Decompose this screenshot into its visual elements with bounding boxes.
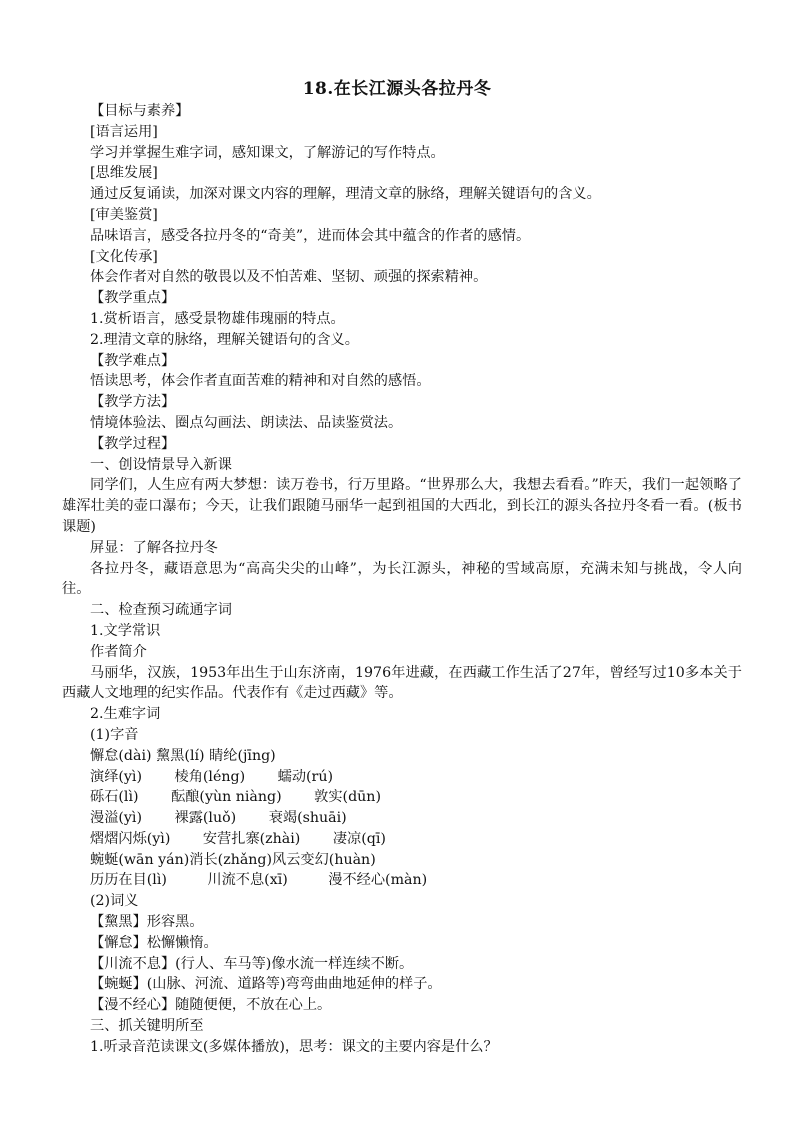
methods-text: 情境体验法、圈点勾画法、朗读法、品读鉴赏法。 — [90, 414, 403, 431]
screen-display-line: 屏显：了解各拉丹冬 — [90, 539, 218, 556]
aesthetic-label: [审美鉴赏] — [90, 206, 158, 223]
lang-text: 学习并掌握生难字词，感知课文，了解游记的写作特点。 — [90, 144, 445, 161]
lang-label: [语言运用] — [90, 123, 158, 140]
pronunciation-word: 川流不息(xī) — [207, 872, 288, 889]
meaning-item: 【黧黑】形容黑。 — [90, 914, 204, 931]
document-body — [62, 101, 742, 1058]
pronunciation-word: 历历在目(lì) — [90, 872, 167, 889]
pronunciation-row — [62, 870, 742, 891]
listen-question: 1.听录音范读课文(多媒体播放)，思考：课文的主要内容是什么？ — [90, 1038, 498, 1055]
pronunciation-heading: (1)字音 — [90, 726, 139, 743]
pronunciation-row — [62, 829, 742, 850]
pronunciation-word: 裸露(luǒ) — [174, 810, 237, 827]
pronunciation-row — [62, 767, 742, 788]
think-text: 通过反复诵读，加深对课文内容的理解，理清文章的脉络，理解关键语句的含义。 — [90, 186, 601, 203]
page-title: 18.在长江源头各拉丹冬 — [302, 79, 492, 99]
difficulties-heading: 【教学难点】 — [90, 352, 176, 369]
pronunciation-word: 蠕动(rú) — [277, 768, 334, 785]
meaning-item: 【漫不经心】随随便便，不放在心上。 — [90, 997, 332, 1014]
meaning-item: 【蜿蜒】(山脉、河流、道路等)弯弯曲曲地延伸的样子。 — [90, 976, 442, 993]
culture-label: [文化传承] — [90, 248, 158, 265]
author-heading: 作者简介 — [90, 643, 147, 660]
section-heading-3: 三、抓关键明所至 — [90, 1018, 204, 1035]
geladandong-paragraph: 各拉丹冬，藏语意思为“高高尖尖的山峰”，为长江源头，神秘的雪域高原，充满未知与挑战，令人向往。 — [62, 560, 742, 598]
think-label: [思维发展] — [90, 165, 158, 182]
pronunciation-word: 凄凉(qī) — [332, 830, 386, 847]
process-heading: 【教学过程】 — [90, 435, 176, 452]
key-points-heading: 【教学重点】 — [90, 290, 176, 307]
pronunciation-row — [62, 746, 742, 767]
pronunciation-word: 漫溢(yì) — [90, 810, 142, 827]
pronunciation-row: 蜿蜒(wān yán)消长(zhǎng)风云变幻(huàn) — [90, 851, 376, 868]
pronunciation-word: 演绎(yì) — [90, 768, 142, 785]
aesthetic-text: 品味语言，感受各拉丹冬的“奇美”，进而体会其中蕴含的作者的感情。 — [90, 227, 531, 244]
pronunciation-word: 酝酿(yùn niàng) — [171, 789, 282, 806]
meaning-item: 【懈怠】松懈懒惰。 — [90, 934, 218, 951]
pronunciation-word: 砾石(lì) — [90, 789, 139, 806]
intro-paragraph: 同学们，人生应有两大梦想：读万卷书，行万里路。“世界那么大，我想去看看。”昨天，我们一起领略了雄浑壮美的壶口瀑布；今天，让我们跟随马丽华一起到祖国的大西北，到长江的源头各拉丹冬看一看。(板书课题) — [62, 477, 742, 535]
pronunciation-row — [62, 787, 742, 808]
key-point-item: 1.赏析语言，感受景物雄伟瑰丽的特点。 — [90, 310, 345, 327]
pronunciation-word: 漫不经心(màn) — [328, 872, 428, 889]
goals-heading: 【目标与素养】 — [90, 103, 190, 119]
pronunciation-word: 棱角(léng) — [174, 768, 246, 785]
difficulties-text: 悟读思考，体会作者直面苦难的精神和对自然的感悟。 — [90, 373, 431, 390]
pronunciation-word: 懈怠(dài) — [90, 747, 152, 764]
section-heading-2: 二、检查预习疏通字词 — [90, 602, 232, 619]
methods-heading: 【教学方法】 — [90, 394, 176, 411]
section-heading-1: 一、创设情景导入新课 — [90, 456, 232, 473]
pronunciation-word: 安营扎寨(zhài) — [202, 830, 301, 847]
pronunciation-row — [62, 808, 742, 829]
literature-heading: 1.文学常识 — [90, 622, 161, 639]
pronunciation-word: 黧黑(lí) — [156, 747, 205, 764]
culture-text: 体会作者对自然的敬畏以及不怕苦难、坚韧、顽强的探索精神。 — [90, 269, 488, 286]
pronunciation-word: 衰竭(shuāi) — [268, 810, 347, 827]
meaning-heading: (2)词义 — [90, 893, 139, 910]
words-heading: 2.生难字词 — [90, 706, 161, 723]
pronunciation-word: 睛纶(jīng) — [209, 747, 276, 764]
author-paragraph: 马丽华，汉族，1953年出生于山东济南，1976年进藏，在西藏工作生活了27年，曾经写过10多本关于西藏人文地理的纪实作品。代表作有《走过西藏》等。 — [62, 664, 742, 702]
key-point-item: 2.理清文章的脉络，理解关键语句的含义。 — [90, 331, 359, 348]
pronunciation-word: 敦实(dūn) — [314, 789, 381, 806]
pronunciation-word: 熠熠闪烁(yì) — [90, 830, 171, 847]
meaning-item: 【川流不息】(行人、车马等)像水流一样连续不断。 — [90, 955, 414, 972]
